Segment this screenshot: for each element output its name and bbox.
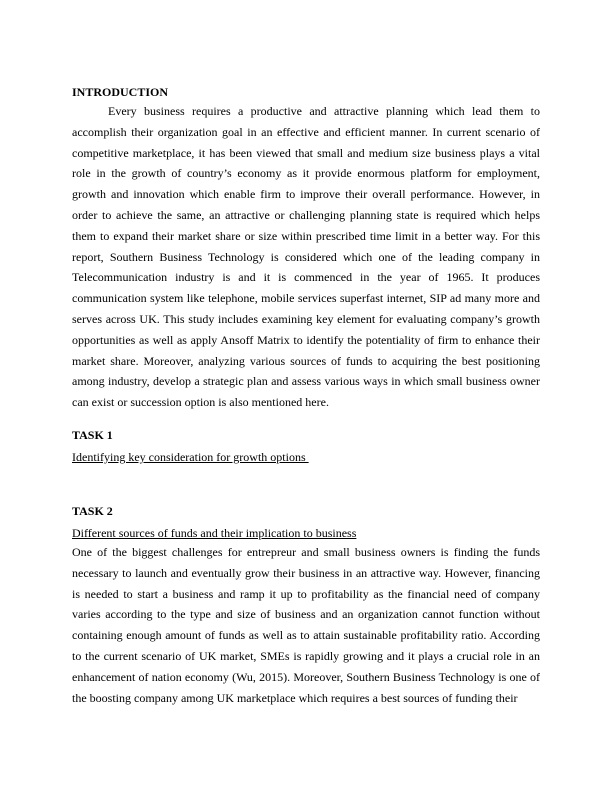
introduction-heading: INTRODUCTION [72,85,169,99]
task1-heading: TASK 1 [72,428,113,442]
task2-paragraph: One of the biggest challenges for entrepreur and small business owners is finding the funds necessary to launch and eventually grow their business in an attractive way. However, financing is needed to start a business and ramp it up to profitability as the financial need of company varies according to the type and size of business and an organization cannot function without containing enough amount of funds as well as to attain sustainable profitability ratio. According to the current scenario of UK market, SMEs is rapidly growing and it plays a crucial role in an enhancement of nation economy (Wu, 2015). Moreover, Southern Business Technology is one of the boosting company among UK marketplace which requires a best sources of funding their [72,545,540,705]
task1-subheading: Identifying key consideration for growth options [72,450,309,464]
introduction-paragraph: Every business requires a productive and attractive planning which lead them to accomplish their organization goal in an effective and efficient manner. In current scenario of competitive marketplace, it has been viewed that small and medium size business plays a vital role in the growth of country’s economy as it provide enormous platform for employment, growth and innovation which enable firm to improve their overall performance. However, in order to achieve the same, an attractive or challenging planning state is required which helps them to expand their market share or size within prescribed time limit in a better way. For this report, Southern Business Technology is considered which one of the leading company in Telecommunication industry is and it is commenced in the year of 1965. It produces communication system like telephone, mobile services superfast internet, SIP ad many more and serves across UK. This study includes examining key element for evaluating company’s growth opportunities as well as apply Ansoff Matrix to identify the potentiality of firm to enhance their market share. Moreover, analyzing various sources of funds to acquiring the best positioning among industry, develop a strategic plan and assess various ways in which small business owner can exist or succession option is also mentioned here. [72,104,540,410]
task2-subheading: Different sources of funds and their implication to business [72,526,357,540]
task2-heading: TASK 2 [72,504,113,518]
